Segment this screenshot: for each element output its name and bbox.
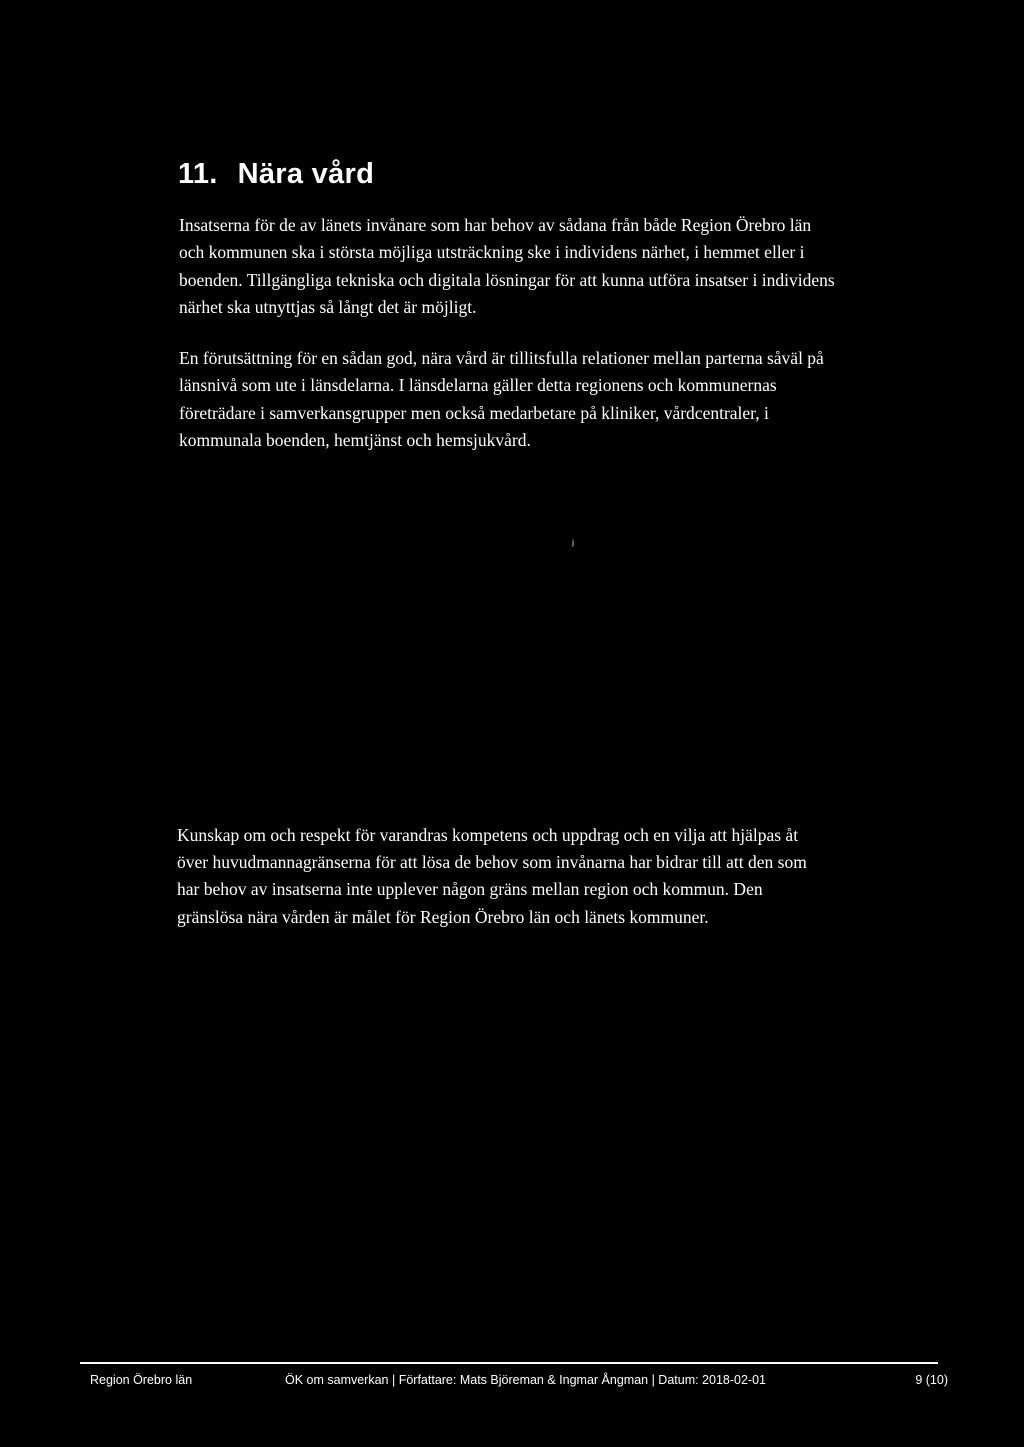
section-heading	[178, 152, 374, 196]
footer-document-info: ÖK om samverkan | Författare: Mats Björeman & Ingmar Ångman | Datum: 2018-02-01	[285, 1373, 766, 1387]
footer-page-number: 9 (10)	[915, 1373, 948, 1387]
paragraph-near-care-scope: Insatserna för de av länets invånare som har behov av sådana från både Region Örebro län och kommunen ska i största möjliga utsträckning ske i individens närhet, i hemmet eller i boenden. Tillgängliga tekniska och digitala lösningar för att kunna utföra insatser i individens närhet ska utnyttjas så långt det är möjligt.	[179, 215, 835, 318]
scan-speck-mark: ⱼ	[572, 534, 575, 548]
section-title: Nära vård	[237, 158, 375, 190]
section-number: 11.	[178, 158, 218, 190]
page-footer	[0, 1368, 1024, 1392]
footer-divider	[80, 1362, 938, 1364]
footer-organization: Region Örebro län	[90, 1373, 193, 1387]
paragraph-trust-relations: En förutsättning för en sådan god, nära vård är tillitsfulla relationer mellan parterna såväl på länsnivå som ute i länsdelarna. I länsdelarna gäller detta regionens och kommunernas företrädare i samverkansgrupper men också medarbetare på kliniker, vårdcentraler, i kommunala boenden, hemtjänst och hemsjukvård.	[179, 348, 824, 451]
paragraph-borderless-care: Kunskap om och respekt för varandras kompetens och uppdrag och en vilja att hjälpas åt över huvudmannagränserna för att lösa de behov som invånarna har bidrar till att den som har behov av insatserna inte upplever någon gräns mellan region och kommun. Den gränslösa nära vården är målet för Region Örebro län och länets kommuner.	[177, 825, 807, 927]
